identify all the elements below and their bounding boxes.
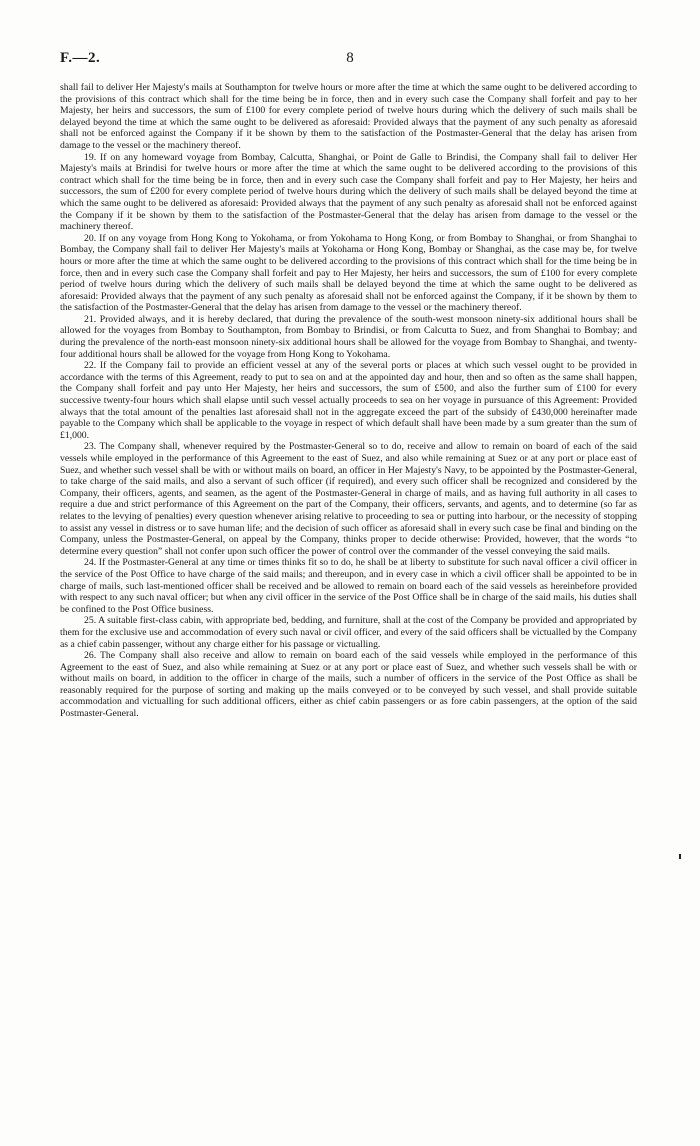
paragraph-21: 21. Provided always, and it is hereby declared, that during the prevalence of the south-west monsoon ninety-six additional hours shall be allowed for the voyages from Bombay to Southampton, from Bombay to Brindisi, or from Calcutta to Suez, and from Shanghai to Bombay; and during the prevalence of the north-east monsoon ninety-six additional hours shall be allowed for the voyage from Bombay to Shanghai, and twenty-four additional hours shall be allowed for the voyage from Hong Kong to Yokohama. xyxy=(60,313,637,360)
paragraph-22: 22. If the Company fail to provide an efficient vessel at any of the several ports or places at which such vessel ought to be provided in accordance with the terms of this Agreement, ready to put to sea on and at the appointed day and hour, then and so often as the same shall happen, the Company shall forfeit and pay unto Her Majesty, her heirs and successors, the sum of £500, and also the further sum of £100 for every successive twenty-four hours which shall elapse until such vessel actually proceeds to sea on her voyage in pursuance of this Agreement: Provided always that the total amount of the penalties last aforesaid shall not in the aggregate exceed the part of the subsidy of £430,000 hereinafter made payable to the Company which shall be applicable to the voyage in respect of which default shall have been made by a sum greater than the sum of £1,000. xyxy=(60,360,637,441)
document-reference: F.—2. xyxy=(60,50,101,66)
paragraph-24: 24. If the Postmaster-General at any time or times thinks fit so to do, he shall be at liberty to substitute for such naval officer a civil officer in the service of the Post Office to have charge of the said mails; and thereupon, and in every case in which a civil officer shall be appointed to be in charge of mails, such last-mentioned officer shall be received and be allowed to remain on board each of the said vessels as hereinbefore provided with respect to any such naval officer; but when any civil officer in the service of the Post Office shall be in charge of the said mails, his duties shall be confined to the Post Office business. xyxy=(60,557,637,615)
page-header xyxy=(60,50,640,70)
page-number: 8 xyxy=(346,50,354,66)
margin-mark xyxy=(679,854,681,859)
paragraph-23: 23. The Company shall, whenever required by the Postmaster-General so to do, receive and allow to remain on board of each of the said vessels while employed in the performance of this Agreement to the east of Suez, and also while remaining at Suez or at any port or place east of Suez, and whether such vessel shall be with or without mails on board, an officer in Her Majesty's Navy, to be appointed by the Postmaster-General, to take charge of the said mails, and also a servant of such officer (if required), and every such officer shall be recognized and considered by the Company, their officers, agents, and seamen, as the agent of the Postmaster-General in charge of mails, and as having full authority in all cases to require a due and strict performance of this Agreement on the part of the Company, their officers, servants, and agents, and to determine (so far as relates to the levying of penalties) every question whenever arising relative to proceeding to sea or putting into harbour, or the necessity of stopping to assist any vessel in distress or to save human life; and the decision of such officer as aforesaid shall in every such case be final and binding on the Company, unless the Postmaster-General, on appeal by the Company, thinks proper to decide otherwise: Provided, however, that the words “to determine every question” shall not confer upon such officer the power of control over the commander of the vessel conveying the said mails. xyxy=(60,441,637,557)
paragraph-continuation: shall fail to deliver Her Majesty's mails at Southampton for twelve hours or more after the time at which the same ought to be delivered according to the provisions of this contract which shall for the time being be in force, then and in every such case the Company shall forfeit and pay to her Majesty, her heirs and successors, the sum of £100 for every complete period of twelve hours during which the delivery of such mails shall be delayed beyond the time at which the same ought to be delivered as aforesaid: Provided always that the payment of any such penalty as aforesaid shall not be enforced against the Company if it be shown by them to the satisfaction of the Postmaster-General that the delay has arisen from damage to the vessel or the machinery thereof. xyxy=(60,82,637,151)
paragraph-26: 26. The Company shall also receive and allow to remain on board each of the said vessels while employed in the performance of this Agreement to the east of Suez, and also while remaining at Suez or at any port or place east of Suez, and whether such vessels shall be with or without mails on board, in addition to the officer in charge of the mails, such a number of officers in the service of the Post Office as shall be reasonably required for the purpose of sorting and making up the mails conveyed or to be conveyed by such vessel, and shall provide suitable accommodation and victualling for such additional officers, either as chief cabin passengers or as fore cabin passengers, at the option of the said Postmaster-General. xyxy=(60,650,637,720)
document-body xyxy=(60,82,637,720)
paragraph-19: 19. If on any homeward voyage from Bombay, Calcutta, Shanghai, or Point de Galle to Brindisi, the Company shall fail to deliver Her Majesty's mails at Brindisi for twelve hours or more after the time at which the same ought to be delivered according to the provisions of this contract which shall for the time being be in force, then and in every such case the Company shall forfeit and pay to Her Majesty, her heirs and successors, the sum of £200 for every complete period of twelve hours during which the delivery of such mails shall be delayed beyond the time at which the same ought to be delivered as aforesaid: Provided always that the payment of any such penalty as aforesaid shall not be enforced against the Company if it be shown by them to the satisfaction of the Postmaster-General that the delay has arisen from damage to the vessel or the machinery thereof. xyxy=(60,151,637,233)
paragraph-20: 20. If on any voyage from Hong Kong to Yokohama, or from Yokohama to Hong Kong, or from Bombay to Shanghai, or from Shanghai to Bombay, the Company shall fail to deliver Her Majesty's mails at Yokohama or Hong Kong, Bombay or Shanghai, as the case may be, for twelve hours or more after the time at which the same ought to be delivered according to the provisions of this contract which shall for the time being be in force, then and in every such case the Company shall forfeit and pay to Her Majesty, her heirs and successors, the sum of £100 for every complete period of twelve hours during which the delivery of such mails shall be delayed beyond the time at which the same ought to be delivered as aforesaid: Provided always that the payment of any such penalty as aforesaid shall not be enforced against the Company, if it be shown by them to the satisfaction of the Postmaster-General that the delay has arisen from damage to the vessel or the machinery thereof. xyxy=(60,232,637,314)
paragraph-25: 25. A suitable first-class cabin, with appropriate bed, bedding, and furniture, shall at the cost of the Company be provided and appropriated by them for the exclusive use and accommodation of every such naval or civil officer, and every of the said officers shall be victualled by the Company as a chief cabin passenger, without any charge either for his passage or victualling. xyxy=(60,615,637,650)
